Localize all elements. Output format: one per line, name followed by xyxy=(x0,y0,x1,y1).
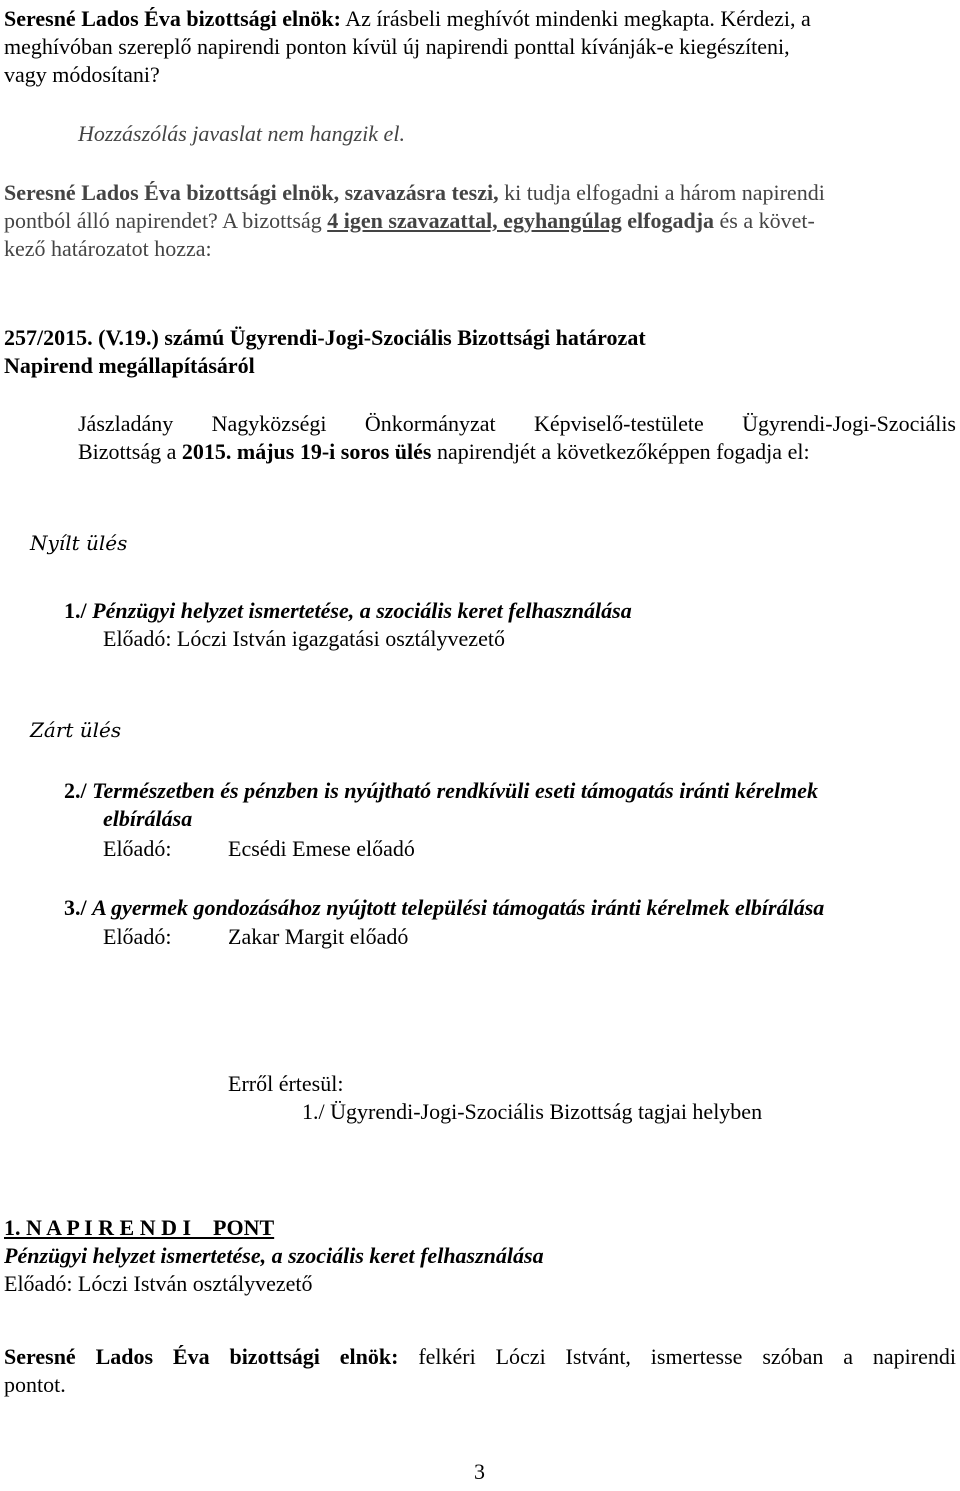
resolution-title xyxy=(4,324,646,351)
vote-text-c: és a követ- xyxy=(714,208,815,233)
resolution-body-a: Bizottság a xyxy=(78,439,182,464)
intro-paragraph-line2: meghívóban szereplő napirendi ponton kívül új napirendi ponttal kívánják-e kiegészíteni, xyxy=(4,34,790,59)
resolution-body-line2 xyxy=(78,438,810,465)
agenda-item-3-presenter-label: Előadó: xyxy=(103,924,172,949)
agenda-point-presenter: Előadó: Lóczi István osztályvezető xyxy=(4,1271,313,1296)
no-comment-note: Hozzászólás javaslat nem hangzik el. xyxy=(78,121,405,146)
vote-paragraph-line1 xyxy=(4,179,825,206)
vote-text: ki tudja elfogadni a három napirendi xyxy=(498,180,825,205)
closed-session-heading: Zárt ülés xyxy=(30,718,122,742)
agenda-item-2-text: Természetben és pénzben is nyújtható rendkívüli eseti támogatás iránti kérelmek xyxy=(92,778,818,803)
agenda-item-2-presenter-name: Ecsédi Emese előadó xyxy=(228,836,415,861)
agenda-item-2-number: 2./ xyxy=(64,778,87,803)
agenda-item-1-number: 1./ xyxy=(64,598,87,623)
vote-text-a: pontból álló napirendet? A bizottság xyxy=(4,208,328,233)
notify-recipient: 1./ Ügyrendi-Jogi-Szociális Bizottság tagjai helyben xyxy=(302,1099,763,1124)
agenda-item-2-title-cont: elbírálása xyxy=(103,806,193,831)
agenda-item-3-text: A gyermek gondozásához nyújtott települési támogatás iránti kérelmek elbírálása xyxy=(92,895,825,920)
chair-request-line1 xyxy=(4,1343,956,1370)
chair-request-speaker: Seresné Lados Éva bizottsági elnök: xyxy=(4,1344,399,1369)
vote-result: 4 igen szavazattal, egyhangúlag xyxy=(327,208,622,233)
agenda-point-title: Pénzügyi helyzet ismertetése, a szociális keret felhasználása xyxy=(4,1243,544,1268)
agenda-item-2-title xyxy=(64,777,818,804)
intro-text: Az írásbeli meghívót mindenki megkapta. Kérdezi, a xyxy=(340,6,811,31)
agenda-item-1-presenter: Előadó: Lóczi István igazgatási osztályvezető xyxy=(103,626,505,651)
meeting-date: 2015. május 19-i soros ülés xyxy=(181,439,432,464)
agenda-point-heading: 1. N A P I R E N D I PONT xyxy=(4,1215,275,1240)
agenda-item-3-title xyxy=(64,894,824,921)
chair-vote-call: Seresné Lados Éva bizottsági elnök, szavazásra teszi, xyxy=(4,180,499,205)
resolution-number: 257/2015. (V.19.) xyxy=(4,325,159,350)
vote-paragraph-line3: kező határozatot hozza: xyxy=(4,236,212,261)
chair-request-text: felkéri Lóczi Istvánt, ismertesse szóban a napirendi xyxy=(398,1344,956,1369)
notify-label: Erről értesül: xyxy=(228,1071,344,1096)
page-number: 3 xyxy=(474,1459,485,1484)
agenda-item-1-text: Pénzügyi helyzet ismertetése, a szociális keret felhasználása xyxy=(92,598,632,623)
agenda-item-1-title xyxy=(64,597,632,624)
resolution-title-text: számú Ügyrendi-Jogi-Szociális Bizottsági határozat xyxy=(158,325,646,350)
resolution-body-line1: Jászladány Nagyközségi Önkormányzat Képviselő-testülete Ügyrendi-Jogi-Szociális xyxy=(78,411,956,436)
vote-accepts: elfogadja xyxy=(627,208,715,233)
intro-paragraph-line1 xyxy=(4,5,811,32)
resolution-body-b: napirendjét a következőképpen fogadja el: xyxy=(431,439,810,464)
open-session-heading: Nyílt ülés xyxy=(30,531,128,555)
agenda-item-3-presenter-name: Zakar Margit előadó xyxy=(228,924,409,949)
intro-paragraph-line3: vagy módosítani? xyxy=(4,62,160,87)
agenda-item-3-number: 3./ xyxy=(64,895,87,920)
resolution-subtitle: Napirend megállapításáról xyxy=(4,353,255,378)
chair-speaker: Seresné Lados Éva bizottsági elnök: xyxy=(4,6,341,31)
chair-request-line2: pontot. xyxy=(4,1372,66,1397)
agenda-item-2-presenter-label: Előadó: xyxy=(103,836,172,861)
vote-paragraph-line2 xyxy=(4,207,815,234)
